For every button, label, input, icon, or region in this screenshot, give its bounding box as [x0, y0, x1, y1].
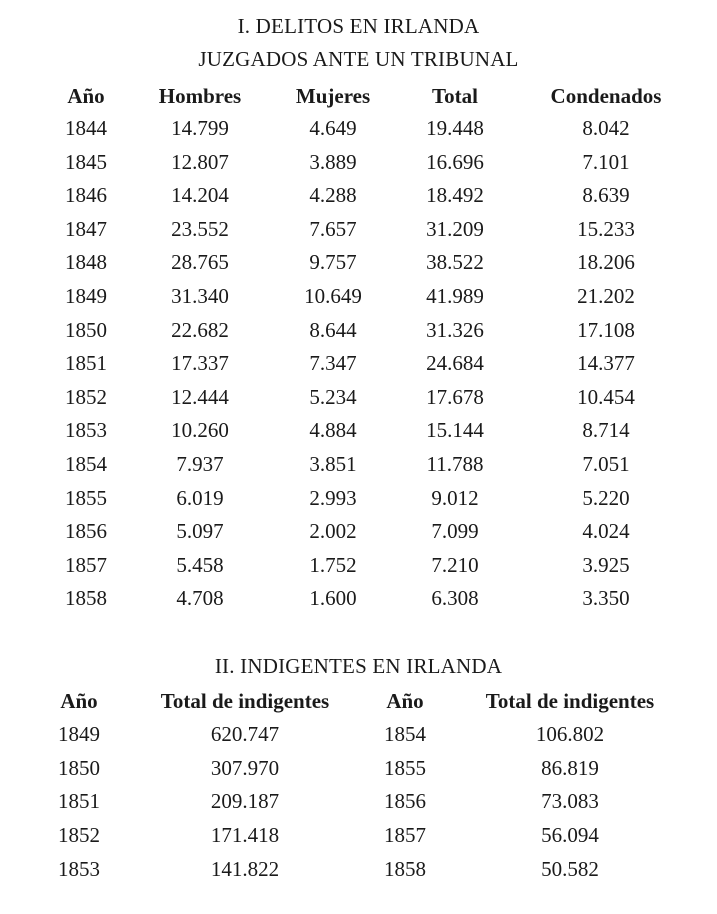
- table-cell: 7.347: [309, 351, 357, 376]
- section1-title: I. DELITOS EN IRLANDA: [237, 14, 480, 38]
- column-header: Mujeres: [295, 84, 371, 108]
- table-cell: 1854: [65, 452, 107, 476]
- table-cell: 12.444: [171, 384, 229, 409]
- table-cell: 1844: [65, 116, 107, 140]
- table-cell: 10.649: [304, 284, 362, 308]
- table-cell: 1849: [58, 722, 100, 746]
- table-cell: 307.970: [210, 755, 280, 780]
- column-header: Hombres: [158, 84, 242, 108]
- column-header: Total de indigentes: [160, 689, 330, 713]
- table-cell: 1850: [65, 317, 107, 342]
- table-cell: 1845: [65, 149, 107, 174]
- table-cell: 7.210: [431, 552, 479, 577]
- table-cell: 19.448: [426, 116, 484, 140]
- table-cell: 7.101: [582, 149, 630, 174]
- column-header: Año: [67, 84, 105, 108]
- table-cell: 14.799: [171, 116, 229, 140]
- table-cell: 21.202: [577, 284, 635, 308]
- table-cell: 17.108: [577, 317, 635, 342]
- table-cell: 3.350: [582, 586, 630, 611]
- table-cell: 2.993: [309, 485, 357, 510]
- table-cell: 1857: [65, 552, 107, 577]
- table-cell: 1849: [65, 284, 107, 308]
- table-cell: 1857: [384, 823, 426, 848]
- table-cell: 17.678: [426, 384, 484, 409]
- table-cell: 1855: [384, 755, 426, 780]
- table-cell: 18.206: [577, 250, 635, 275]
- table-cell: 4.288: [309, 183, 357, 208]
- section2-title: II. INDIGENTES EN IRLANDA: [214, 654, 503, 678]
- table-cell: 8.042: [582, 116, 630, 140]
- table-cell: 1858: [384, 856, 426, 881]
- table-cell: 4.024: [582, 519, 630, 544]
- table-cell: 7.937: [176, 452, 224, 476]
- table-cell: 3.851: [309, 452, 357, 476]
- table-cell: 3.925: [582, 552, 630, 577]
- table-cell: 2.002: [309, 519, 357, 544]
- table-cell: 10.454: [577, 384, 635, 409]
- table-cell: 1858: [65, 586, 107, 611]
- table-cell: 1851: [65, 351, 107, 376]
- table-cell: 24.684: [426, 351, 484, 376]
- table-cell: 1851: [58, 789, 100, 814]
- table-cell: 1856: [384, 789, 426, 814]
- table-cell: 1852: [65, 384, 107, 409]
- table-cell: 1856: [65, 519, 107, 544]
- table-cell: 86.819: [541, 755, 599, 780]
- table-cell: 171.418: [210, 823, 280, 848]
- table-cell: 14.377: [577, 351, 635, 376]
- table-cell: 8.639: [582, 183, 630, 208]
- table-cell: 16.696: [426, 149, 484, 174]
- column-header: Año: [60, 689, 98, 713]
- table-cell: 12.807: [171, 149, 229, 174]
- table-cell: 38.522: [426, 250, 484, 275]
- table-cell: 6.308: [431, 586, 479, 611]
- table-cell: 1854: [384, 722, 426, 746]
- table-cell: 5.097: [176, 519, 224, 544]
- table-cell: 15.144: [426, 418, 484, 443]
- column-header: Condenados: [550, 84, 662, 108]
- table-cell: 4.649: [309, 116, 357, 140]
- table-cell: 9.012: [431, 485, 479, 510]
- table-cell: 1852: [58, 823, 100, 848]
- table-cell: 1853: [58, 856, 100, 881]
- table-cell: 31.326: [426, 317, 484, 342]
- table-cell: 4.708: [176, 586, 224, 611]
- table-cell: 7.051: [582, 452, 630, 476]
- table-cell: 209.187: [210, 789, 280, 814]
- table-cell: 31.209: [426, 216, 484, 241]
- table-cell: 8.714: [582, 418, 630, 443]
- table-cell: 41.989: [426, 284, 484, 308]
- table-cell: 106.802: [535, 722, 605, 746]
- table-cell: 14.204: [171, 183, 229, 208]
- table-cell: 7.657: [309, 216, 357, 241]
- table-cell: 5.234: [309, 384, 357, 409]
- table-cell: 1848: [65, 250, 107, 275]
- table-cell: 1846: [65, 183, 107, 208]
- table-cell: 23.552: [171, 216, 229, 241]
- table-cell: 4.884: [309, 418, 357, 443]
- table-cell: 1.752: [309, 552, 357, 577]
- column-header: Año: [386, 689, 424, 713]
- table-cell: 8.644: [309, 317, 357, 342]
- table-cell: 56.094: [541, 823, 599, 848]
- table-cell: 28.765: [171, 250, 229, 275]
- table-cell: 1.600: [309, 586, 357, 611]
- table-cell: 5.458: [176, 552, 224, 577]
- table-cell: 620.747: [210, 722, 280, 746]
- table-cell: 50.582: [541, 856, 599, 881]
- table-cell: 1850: [58, 755, 100, 780]
- column-header: Total: [432, 84, 478, 108]
- table-cell: 1853: [65, 418, 107, 443]
- table-cell: 22.682: [171, 317, 229, 342]
- table-cell: 1855: [65, 485, 107, 510]
- table-cell: 6.019: [176, 485, 224, 510]
- table-cell: 5.220: [582, 485, 630, 510]
- table-cell: 17.337: [171, 351, 229, 376]
- table-cell: 10.260: [171, 418, 229, 443]
- table-cell: 141.822: [210, 856, 280, 881]
- table-cell: 7.099: [431, 519, 479, 544]
- table-cell: 73.083: [541, 789, 599, 814]
- column-header: Total de indigentes: [485, 689, 655, 713]
- table-cell: 15.233: [577, 216, 635, 241]
- section1-subtitle: JUZGADOS ANTE UN TRIBUNAL: [198, 47, 519, 71]
- table-cell: 11.788: [426, 452, 484, 476]
- table-cell: 31.340: [171, 284, 229, 308]
- table-cell: 18.492: [426, 183, 484, 208]
- table-cell: 3.889: [309, 149, 357, 174]
- table-cell: 1847: [65, 216, 107, 241]
- table-cell: 9.757: [309, 250, 357, 275]
